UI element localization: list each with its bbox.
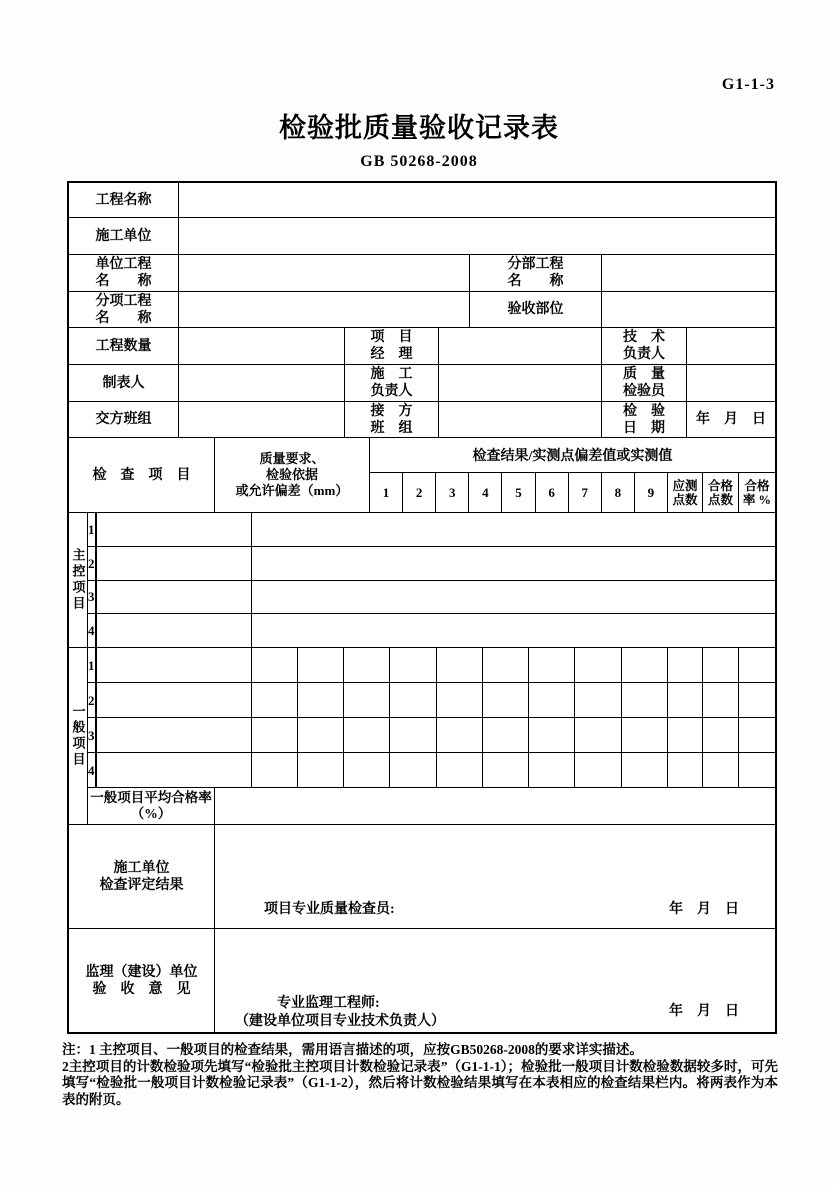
general-item-result-grid: [251, 683, 776, 717]
result-cell[interactable]: [436, 648, 482, 682]
point-col-header: 7: [568, 473, 601, 512]
result-cell[interactable]: [436, 753, 482, 787]
row-project-name: [69, 183, 775, 217]
result-cell[interactable]: [482, 648, 528, 682]
points-measured-cell[interactable]: [667, 648, 702, 682]
result-cell[interactable]: [574, 753, 620, 787]
main-item-row: [88, 580, 775, 614]
general-item-row: [88, 648, 775, 682]
sub-project-value[interactable]: [178, 292, 469, 327]
result-cell[interactable]: [343, 718, 389, 752]
check-item-header: 检 查 项 目: [92, 467, 191, 483]
sub-project-label: 分项工程 名 称: [95, 293, 152, 326]
builder-value[interactable]: [178, 218, 775, 254]
result-cell[interactable]: [297, 683, 343, 717]
supervisor-acceptance-section: [69, 928, 775, 1032]
result-cell[interactable]: [528, 753, 574, 787]
supervisor-signer-sublabel: （建设单位项目专业技术负责人）: [235, 1014, 445, 1029]
handover-team-value[interactable]: [178, 402, 344, 437]
point-col-header: 2: [402, 473, 435, 512]
result-cell[interactable]: [343, 753, 389, 787]
quality-inspector-label: 质 量 检验员: [601, 365, 686, 401]
main-item-row: [88, 546, 775, 580]
result-cell[interactable]: [621, 718, 667, 752]
main-item-requirement-cell[interactable]: [96, 547, 251, 580]
general-items-section: [69, 647, 775, 824]
row-teams: [69, 401, 775, 437]
row-number: 3: [88, 589, 95, 605]
average-pass-rate-row: [88, 787, 775, 824]
contractor-evaluation-content[interactable]: [214, 825, 775, 928]
point-col-header: 8: [601, 473, 634, 512]
result-cell[interactable]: [389, 648, 435, 682]
result-cell[interactable]: [436, 683, 482, 717]
main-items-rows: [88, 513, 775, 647]
acceptance-part-value[interactable]: [601, 292, 775, 327]
requirement-header: 质量要求、 检验依据 或允许偏差（mm）: [214, 438, 369, 512]
points-measured-header: 应测 点数: [667, 473, 702, 512]
results-subheader: [370, 472, 775, 512]
average-pass-rate-label: 一般项目平均合格率 （%）: [90, 790, 212, 821]
point-col-header: 9: [634, 473, 667, 512]
result-cell[interactable]: [343, 683, 389, 717]
main-items-section: [69, 512, 775, 647]
project-name-value[interactable]: [178, 183, 775, 217]
receiving-team-value[interactable]: [438, 402, 601, 437]
main-item-requirement-cell[interactable]: [96, 513, 251, 546]
quality-inspector-value[interactable]: [686, 365, 775, 401]
points-measured-cell[interactable]: [667, 753, 702, 787]
main-item-result-cell[interactable]: [251, 614, 776, 647]
technical-lead-label: 技 术 负责人: [601, 328, 686, 364]
main-item-result-cell[interactable]: [251, 581, 776, 614]
results-header: 检查结果/实测点偏差值或实测值: [472, 449, 673, 464]
unit-project-label: 单位工程 名 称: [95, 257, 152, 289]
row-quantity: [69, 327, 775, 364]
row-number: 2: [88, 555, 95, 571]
supervisor-acceptance-content[interactable]: [214, 929, 775, 1032]
inspection-date-value[interactable]: 年 月 日: [686, 402, 775, 437]
results-header-group: [369, 438, 775, 512]
standard-code: GB 50268-2008: [360, 153, 478, 170]
result-cell[interactable]: [528, 683, 574, 717]
pass-rate-cell[interactable]: [738, 648, 775, 682]
contractor-evaluation-section: [69, 824, 775, 928]
result-cell[interactable]: [482, 753, 528, 787]
general-items-rows: [88, 648, 775, 824]
main-item-row: [88, 513, 775, 546]
point-col-header: 1: [382, 485, 390, 500]
contractor-signer-label: 项目专业质量检查员:: [264, 902, 395, 917]
page-title: 检验批质量验收记录表: [279, 113, 559, 143]
general-item-requirement-cell[interactable]: [96, 648, 251, 682]
result-cell[interactable]: [528, 648, 574, 682]
division-project-value[interactable]: [601, 255, 775, 291]
acceptance-form-table: [67, 181, 777, 1034]
main-item-row: [88, 613, 775, 647]
row-inspection-header: [69, 437, 775, 512]
point-col-header: 3: [435, 473, 468, 512]
result-cell[interactable]: [574, 718, 620, 752]
result-cell[interactable]: [297, 753, 343, 787]
construction-lead-value[interactable]: [438, 365, 601, 401]
construction-lead-label: 施 工 负责人: [344, 365, 438, 401]
points-passed-cell[interactable]: [702, 648, 738, 682]
average-pass-rate-value[interactable]: [214, 788, 775, 824]
footnote-1: 注：1 主控项目、一般项目的检查结果，需用语言描述的项，应按GB50268-2008的要求详实描述。: [62, 1042, 643, 1057]
general-item-row: [88, 717, 775, 752]
builder-label: 施工单位: [95, 228, 152, 244]
acceptance-part-label: 验收部位: [469, 292, 601, 327]
main-item-requirement-cell[interactable]: [96, 581, 251, 614]
unit-project-value[interactable]: [178, 255, 469, 291]
general-item-requirement-cell[interactable]: [96, 718, 251, 752]
inspection-date-label: 检 验 日 期: [601, 402, 686, 437]
main-items-vertical-label: 主控项目: [69, 513, 88, 647]
general-item-row: [88, 752, 775, 787]
quantity-value[interactable]: [178, 328, 344, 364]
result-cell[interactable]: [482, 718, 528, 752]
result-cell[interactable]: [252, 753, 297, 787]
row-builder: [69, 217, 775, 254]
result-cell[interactable]: [574, 648, 620, 682]
row-number: 2: [88, 692, 95, 708]
main-item-result-cell[interactable]: [251, 547, 776, 580]
result-cell[interactable]: [297, 648, 343, 682]
receiving-team-label: 接 方 班 组: [344, 402, 438, 437]
result-cell[interactable]: [574, 683, 620, 717]
supervisor-signer-label: 专业监理工程师:: [277, 996, 380, 1011]
general-item-requirement-cell[interactable]: [96, 683, 251, 717]
project-name-label: 工程名称: [95, 192, 152, 208]
project-manager-label: 项 目 经 理: [344, 328, 438, 364]
points-passed-cell[interactable]: [702, 683, 738, 717]
point-col-header: 5: [501, 473, 534, 512]
tabulator-value[interactable]: [178, 365, 344, 401]
general-items-vertical-label: 一般项目: [69, 648, 88, 824]
general-item-requirement-cell[interactable]: [96, 753, 251, 787]
result-cell[interactable]: [621, 648, 667, 682]
tabulator-label: 制表人: [102, 375, 145, 391]
result-cell[interactable]: [621, 753, 667, 787]
technical-lead-value[interactable]: [686, 328, 775, 364]
points-passed-cell[interactable]: [702, 753, 738, 787]
result-cell[interactable]: [389, 683, 435, 717]
point-col-header: 6: [535, 473, 568, 512]
supervisor-acceptance-label: 监理（建设）单位 验 收 意 见: [85, 964, 198, 997]
contractor-sign-date: 年 月 日: [669, 902, 739, 917]
result-cell[interactable]: [252, 683, 297, 717]
quantity-label: 工程数量: [95, 338, 152, 354]
division-project-label: 分部工程 名 称: [469, 255, 601, 291]
pass-rate-cell[interactable]: [738, 718, 775, 752]
result-cell[interactable]: [389, 753, 435, 787]
point-col-header: 4: [468, 473, 501, 512]
points-passed-header: 合格 点数: [702, 473, 738, 512]
row-number: 1: [88, 521, 95, 537]
row-number: 3: [88, 727, 95, 743]
row-number: 4: [88, 623, 95, 639]
supervisor-sign-date: 年 月 日: [669, 1004, 739, 1019]
row-number: 4: [88, 762, 95, 778]
general-item-row: [88, 682, 775, 717]
result-cell[interactable]: [482, 683, 528, 717]
pass-rate-cell[interactable]: [738, 683, 775, 717]
pass-rate-cell[interactable]: [738, 753, 775, 787]
result-cell[interactable]: [252, 648, 297, 682]
result-cell[interactable]: [389, 718, 435, 752]
points-passed-cell[interactable]: [702, 718, 738, 752]
points-measured-cell[interactable]: [667, 683, 702, 717]
result-cell[interactable]: [436, 718, 482, 752]
result-cell[interactable]: [297, 718, 343, 752]
handover-team-label: 交方班组: [95, 412, 152, 427]
general-item-result-grid: [251, 718, 776, 752]
result-cell[interactable]: [252, 718, 297, 752]
general-item-result-grid: [251, 648, 776, 682]
pass-rate-header: 合格 率 %: [738, 473, 775, 512]
general-item-result-grid: [251, 753, 776, 787]
result-cell[interactable]: [343, 648, 389, 682]
row-tabulator: [69, 364, 775, 401]
contractor-evaluation-label: 施工单位 检查评定结果: [99, 860, 184, 893]
project-manager-value[interactable]: [438, 328, 601, 364]
footnotes: [62, 1042, 778, 1108]
row-number: 1: [88, 657, 95, 673]
result-cell[interactable]: [621, 683, 667, 717]
points-measured-cell[interactable]: [667, 718, 702, 752]
main-item-requirement-cell[interactable]: [96, 614, 251, 647]
row-unit-project: [69, 254, 775, 291]
footnote-2: 2主控项目的计数检验项先填写“检验批主控项目计数检验记录表”（G1-1-1）；检验批一般项目计数检验数据较多时，可先填写“检验批一般项目计数检验记录表”（G1-1-2），然后将计数检验结果填写在本表相应的检查结果栏内。将两表作为本表的附页。: [62, 1058, 778, 1107]
result-cell[interactable]: [528, 718, 574, 752]
row-sub-project: [69, 291, 775, 327]
main-item-result-cell[interactable]: [251, 513, 776, 546]
form-code: G1-1-3: [721, 76, 775, 93]
